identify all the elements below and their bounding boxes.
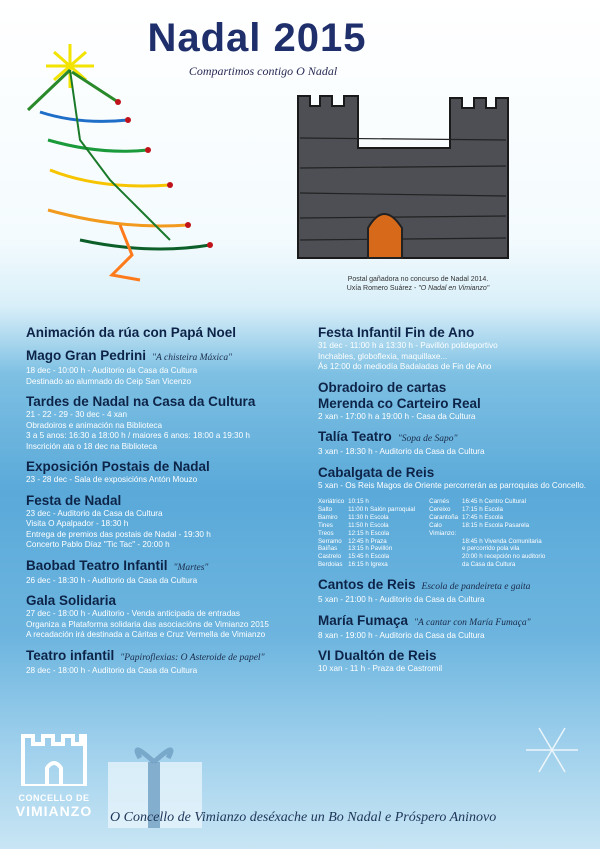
event-block (318, 577, 588, 606)
route-row (318, 514, 419, 522)
route-time: 16:45 h Centro Cultural (462, 498, 526, 505)
event-title (318, 613, 588, 631)
event-title (26, 648, 316, 666)
event-detail-line: Inscrición ata o 18 dec na Biblioteca (26, 441, 158, 451)
route-row (429, 538, 549, 546)
route-row (318, 530, 419, 538)
event-detail-line: 3 xan - 18:30 h - Auditorio da Casa da Cultura (318, 447, 485, 456)
event-title-text: Festa Infantil Fin de Ano (318, 325, 475, 340)
event-title-text: Mago Gran Pedrini (26, 348, 147, 363)
event-detail-line: Organiza a Plataforma solidaria das asociacións de Vimianzo 2015 (26, 619, 269, 629)
route-row (429, 498, 549, 506)
route-row (429, 506, 549, 514)
event-detail-line: A recadación irá destinada a Cáritas e Cruz Vermella de Vimianzo (26, 630, 266, 639)
event-block (26, 348, 316, 387)
route-place: Vimianzo: (429, 529, 457, 537)
route-row (318, 506, 419, 514)
event-subtitle: "A cantar con María Fumaça" (414, 617, 531, 628)
route-time: 17:45 h Escola (462, 513, 503, 521)
event-detail-line: 23 dec - Auditorio da Casa da Cultura (26, 508, 163, 518)
route-time: e percorrido pola vila (462, 545, 520, 553)
event-title (26, 348, 316, 366)
route-place (429, 538, 462, 546)
concello-logo (14, 730, 94, 819)
route-time: da Casa da Cultura (462, 561, 516, 569)
route-time: 15:45 h Escola (348, 553, 390, 561)
event-detail-line: 2 xan - 17:00 h a 19:00 h - Casa da Cultura (318, 411, 476, 421)
route-place: Carnés (429, 498, 450, 505)
event-title (26, 325, 316, 341)
cabalgata-route-schedule (318, 498, 588, 569)
event-detail-line: 3 a 5 anos: 16:30 a 18:00 h / maiores 6 anos: 18:00 a 19:30 h (26, 431, 250, 440)
route-row (429, 530, 549, 538)
event-title (318, 577, 588, 595)
poster-title: Nadal 2015 (147, 16, 367, 60)
event-block (318, 325, 588, 373)
castle-drawing (290, 88, 520, 270)
route-place: Castrelo (318, 553, 342, 561)
route-place: Cereixo (429, 505, 451, 513)
event-title (318, 648, 588, 664)
route-time: 20:00 h recepción no auditorio (462, 553, 546, 561)
event-block (26, 394, 316, 452)
event-title-text: Baobad Teatro Infantil (26, 557, 168, 573)
route-place: Serramo (318, 537, 342, 545)
right-events-top (318, 325, 588, 491)
event-subtitle: "Sopa de Sapo" (397, 434, 458, 444)
event-block (26, 648, 316, 677)
event-detail-line: Destinado ao alumnado do Ceip San Vicenzo (26, 376, 192, 386)
route-time: 18:15 h Escola Pasarela (462, 521, 530, 529)
route-row (318, 561, 419, 569)
caption-line-2 (318, 284, 518, 293)
event-title-text: Talía Teatro (318, 429, 392, 444)
route-row (318, 522, 419, 530)
event-detail-line: 5 xan - 21:00 h - Auditorio da Casa da Cultura (318, 595, 485, 605)
event-detail-line: Inchables, globoflexia, maquillaxe... (318, 351, 448, 361)
snowflake-icon (522, 720, 582, 780)
event-detail-line: 8 xan - 19:00 h - Auditorio da Casa da Cultura (318, 630, 485, 640)
event-detail-line: 31 dec - 11:00 h a 13:30 h - Pavillón polideportivo (318, 341, 498, 350)
event-title-text: Cantos de Reis (318, 577, 416, 593)
event-title-text: María Fumaça (318, 612, 409, 628)
drawing-caption (318, 275, 518, 293)
event-subtitle: "A chisteira Máxica" (152, 353, 233, 363)
event-detail-line: Ás 12:00 do mediodía Badaladas de Fin de Ano (318, 362, 492, 371)
caption-artwork-title: "O Nadal en Vimianzo" (418, 285, 490, 292)
event-detail-line: 23 - 28 dec - Sala de exposicións Antón Mouzo (26, 475, 198, 484)
event-block (318, 429, 588, 458)
route-place (429, 561, 462, 569)
route-time: 16:15 h Igrexa (348, 561, 388, 569)
event-title (26, 593, 316, 609)
castle-logo-icon (19, 730, 89, 786)
route-row (429, 522, 549, 530)
event-block (318, 613, 588, 642)
left-event-column (26, 325, 316, 683)
event-block (26, 493, 316, 551)
route-time: 11:30 h Escola (348, 513, 389, 521)
route-table-1 (318, 498, 419, 569)
event-title-text: Obradoiro de cartas Merenda co Carteiro Real (318, 379, 481, 411)
caption-line-1: Postal gañadora no concurso de Nadal 2014. (347, 276, 489, 283)
route-table-2 (429, 498, 549, 569)
route-time (462, 530, 549, 538)
route-time: 13:15 h Pavillón (348, 545, 393, 553)
event-detail-line: Concerto Pablo Díaz "Tic Tac" - 20:00 h (26, 540, 170, 549)
event-title-text: Gala Solidaria (26, 593, 117, 608)
route-place: Tines (318, 521, 333, 529)
right-events-bottom (318, 577, 588, 675)
event-title-text: Tardes de Nadal na Casa da Cultura (26, 394, 256, 409)
poster-subtitle: Compartimos contigo O Nadal (188, 64, 338, 78)
route-place: Bamiro (318, 513, 338, 521)
event-detail-line: Visita O Apalpador - 18:30 h (26, 519, 129, 528)
event-title (318, 380, 588, 412)
event-subtitle: "Martes" (173, 562, 209, 573)
route-row (429, 561, 549, 569)
route-time: 18:45 h Vivenda Comunitaria (462, 537, 542, 545)
event-detail-line: 27 dec - 18:00 h - Auditorio - Venda anticipada de entradas (26, 609, 240, 618)
right-event-column (318, 325, 588, 682)
route-row (318, 538, 419, 546)
route-row (429, 553, 549, 561)
route-row (429, 514, 549, 522)
event-block (26, 325, 316, 341)
event-title (26, 459, 316, 475)
logo-line-1: CONCELLO DE (18, 793, 90, 803)
route-place (429, 553, 462, 561)
route-place: Berdoias (318, 561, 343, 569)
event-title-text: Exposición Postais de Nadal (26, 459, 210, 474)
route-time: 11:50 h Escola (348, 521, 389, 529)
event-block (318, 648, 588, 675)
route-row (318, 498, 419, 506)
route-place: Baíñas (318, 545, 338, 553)
event-subtitle: "Papiroflexias: O Asteroide de papel" (120, 652, 265, 663)
event-detail-line: 18 dec - 10:00 h - Auditorio da Casa da Cultura (26, 366, 198, 375)
event-detail-line: 21 - 22 - 29 - 30 dec - 4 xan (26, 410, 128, 419)
route-place: Carantoña (429, 513, 459, 521)
event-title-text: Festa de Nadal (26, 492, 122, 508)
event-block (318, 380, 588, 423)
event-subtitle: Escola de pandeireta e gaita (421, 582, 531, 593)
event-block (26, 459, 316, 486)
route-time: 11:00 h Salón parroquial (348, 505, 416, 513)
footer-greeting: O Concello de Vimianzo deséxache un Bo Nadal e Próspero Aninovo (110, 810, 497, 825)
route-time: 10:15 h (348, 498, 369, 505)
logo-line-2: VIMIANZO (15, 803, 93, 819)
event-detail-line: 26 dec - 18:30 h - Auditorio da Casa da Cultura (26, 575, 198, 585)
event-block (26, 558, 316, 587)
event-title (318, 429, 588, 447)
route-row (318, 553, 419, 561)
route-place: Treos (318, 529, 334, 537)
event-detail-line: 10 xan - 11 h - Praza de Castromil (318, 664, 443, 674)
event-detail-line: Obradoiros e animación na Biblioteca (26, 420, 163, 430)
event-detail-line: 28 dec - 18:00 h - Auditorio da Casa da Cultura (26, 665, 198, 675)
route-place: Calo (429, 521, 442, 529)
route-time: 12:15 h Escola (348, 529, 390, 537)
event-detail-line: 5 xan - Os Reis Magos de Oriente percorrerán as parroquias do Concello. (318, 480, 587, 490)
route-place: Salto (318, 505, 333, 513)
event-title (318, 325, 588, 341)
route-time: 12:45 h Praza (348, 537, 387, 545)
route-place: Xeriátrico (318, 498, 345, 505)
event-title (26, 493, 316, 509)
caption-author: Uxía Romero Suárez - (346, 285, 419, 292)
route-row (429, 545, 549, 553)
route-time: 17:15 h Escola (462, 505, 503, 513)
event-block (26, 593, 316, 641)
route-place (429, 545, 462, 553)
event-title (26, 558, 316, 576)
event-title (26, 394, 316, 410)
event-block (318, 465, 588, 492)
event-title-text: VI Dualtón de Reis (318, 648, 437, 664)
event-title-text: Cabalgata de Reis (318, 464, 435, 480)
event-title (318, 465, 588, 481)
route-row (318, 545, 419, 553)
event-title-text: Animación da rúa con Papá Noel (26, 325, 237, 340)
event-detail-line: Entrega de premios das postais de Nadal - 19:30 h (26, 529, 211, 539)
event-title-text: Teatro infantil (26, 647, 115, 663)
